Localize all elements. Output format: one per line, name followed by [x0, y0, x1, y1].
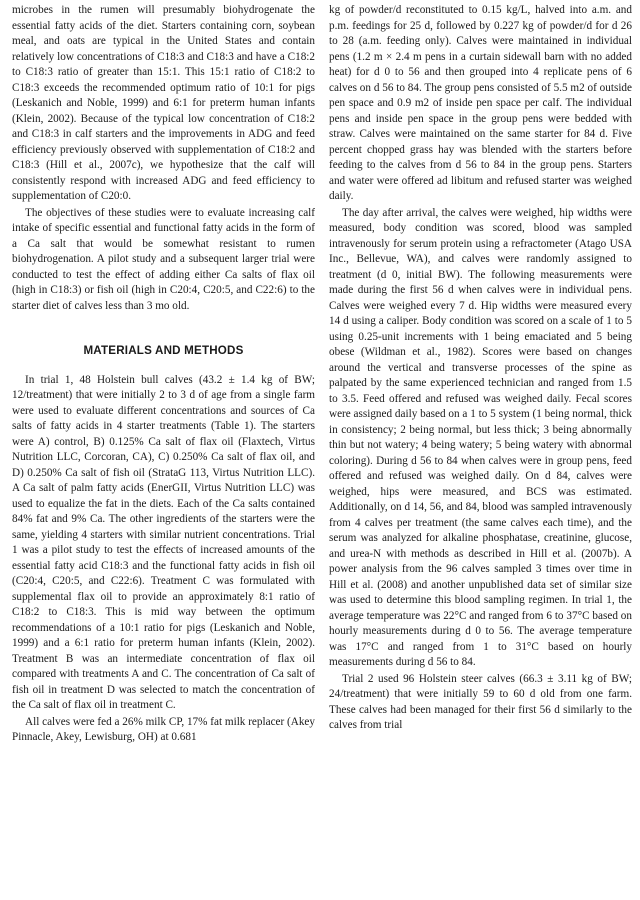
trial-2-paragraph: Trial 2 used 96 Holstein steer calves (66.3 ± 3.11 kg of BW; 24/treatment) that were initially 59 to 60 d old from one farm. These calves had been managed for their first 56 d similarly to the calves from trial [329, 672, 632, 731]
objectives-paragraph: The objectives of these studies were to evaluate increasing calf intake of specific essential and functional fatty acids in the form of a Ca salt that would be somewhat resistant to rumen biohydrogenation. A pilot study and a subsequent larger trial were conducted to test the effect of adding either Ca salts of flax oil (high in C18:3) or fish oil (high in C20:4, C20:5, and C22:6) to the starter diet of calves less than 3 mo old. [12, 206, 315, 312]
feeding-paragraph: All calves were fed a 26% milk CP, 17% fat milk replacer (Akey Pinnacle, Akey, Lewisburg, OH) at 0.681 [12, 715, 315, 743]
right-column [329, 3, 632, 900]
section-heading: MATERIALS AND METHODS [83, 344, 244, 357]
left-column [12, 3, 315, 900]
intro-paragraph-continued: microbes in the rumen will presumably biohydrogenate the essential fatty acids of the diet. Starters containing corn, soybean meal, and oats are typical in the United States and contain relatively low concentrations of C18:3 and C18:3 and have a C18:2 to C18:3 ratio of greater than 15:1. This 15:1 ratio of C18:2 to C18:3 exceeds the recommended optimum ratio of 10:1 for pigs (Leskanich and Noble, 1999) and 6:1 for preterm human infants (Klein, 2002). Because of the typical low concentration of C18:2 and C18:3 in calf starters and the improvements in ADG and feed efficiency previously observed with supplementation of C18:2 and C18:3 (Hill et al., 2007c), we hypothesize that the calf will consistently respond with increased ADG and feed efficiency to supplementation of C20:0. [12, 4, 315, 202]
trial-1-paragraph: In trial 1, 48 Holstein bull calves (43.2 ± 1.4 kg of BW; 12/treatment) that were initially 2 to 3 d of age from a single farm were used to evaluate different concentrations and sources of Ca salts of fatty acids in 4 starter treatments (Table 1). The starters were A) control, B) 0.125% Ca salt of flax oil (Flaxtech, Virtus Nutrition LLC, Corcoran, CA), C) 0.250% Ca salt of flax oil, and D) 0.250% Ca salt of fish oil (StrataG 113, Virtus Nutrition LLC). A Ca salt of palm fatty acids (EnerGII, Virtus Nutrition LLC) was used to equalize the fat in the diets. Each of the Ca salts contained 84% fat and 9% Ca. The other ingredients of the starters were the same, yielding 4 starters with similar nutrient concentrations. Trial 1 was a pilot study to test the effects of increased amounts of the essential fatty acid C18:3 and the functional fatty acids in fish oil (C20:4, C20:5, and C22:6). Treatment C was formulated with supplemental flax oil to provide an approximately 8:1 ratio of C18:2 to C18:3. This is mid way between the optimum recommendations of a 10:1 ratio for pigs (Leskanich and Noble, 1999) and a 6:1 ratio for preterm human infants (Klein, 2002). Treatment B was an intermediate concentration of flax oil compared with treatments A and C. The concentration of Ca salt of fish oil in treatment D was selected to match the concentration of the Ca salt of flax oil in treatment C. [12, 373, 315, 711]
housing-paragraph: kg of powder/d reconstituted to 0.15 kg/L, halved into a.m. and p.m. feedings for 25 d, followed by 0.227 kg of powder/d for d 26 to 28 (a.m. feeding only). Calves were maintained in individual pens (1.2 m × 2.4 m pens in a curtain sidewall barn with no added heat) for d 0 to 56 and then grouped into 4 replicate pens of 6 calves on d 56 to 84. The group pens consisted of 5.5 m2 of outside pen space and 0.9 m2 of inside pen space per calf. The individual pens and inside pen space in the group pens were bedded with straw. Calves were maintained on the same starter for 84 d. Five percent chopped grass hay was blended with the starters before feeding to the calves from d 56 to 84 in the group pens. Starters and water were offered ad libitum and refused starter was weighed daily. [329, 4, 632, 202]
measurements-paragraph: The day after arrival, the calves were weighed, hip widths were measured, body condition was scored, blood was sampled intravenously for serum protein using a refractometer (Atago USA Inc., Bellevue, WA), and calves were randomly assigned to treatment (d 0, initial BW). The following measurements were made during the first 56 d when calves were in individual pens. Calves were weighed every 7 d. Hip widths were measured every 14 d using a caliper. Body condition was scored on a scale of 1 to 5 using 0.25-unit increments with 1 being emaciated and 5 being obese (Wildman et al., 1982). Scores were based on changes around the vertical and transverse processes of the spine as palpated by the same experienced technician and ranged from 1.5 to 3.5. Feed offered and refused was weighed daily. Fecal scores were assigned daily based on a 1 to 5 system (1 being normal, thick in consistency; 2 being normal, but less thick; 3 being abnormally thin but not watery; 4 being watery; 5 being watery with abnormal coloring). During d 56 to 84 when calves were in group pens, feed offered and refused was weighed daily. On d 84, calves were weighed, hips were measured, and BCS was estimated. Additionally, on d 14, 56, and 84, blood was sampled intravenously from 4 calves per treatment (the same calves each time), and the serum was analyzed for alkaline phosphatase, creatinine, glucose, and urea-N with methods as described in Hill et al. (2007b). A power analysis from the 96 calves sampled 3 times over time in Hill et al. (2008) and another unpublished data set of similar size was used to determine this blood sampling regimen. In trial 1, the average temperature was 22°C and ranged from 6 to 37°C based on hourly measurements during d 0 to 56. The average temperature was 17°C and ranged from 1 to 31°C based on hourly measurements during d 56 to 84. [329, 206, 632, 668]
